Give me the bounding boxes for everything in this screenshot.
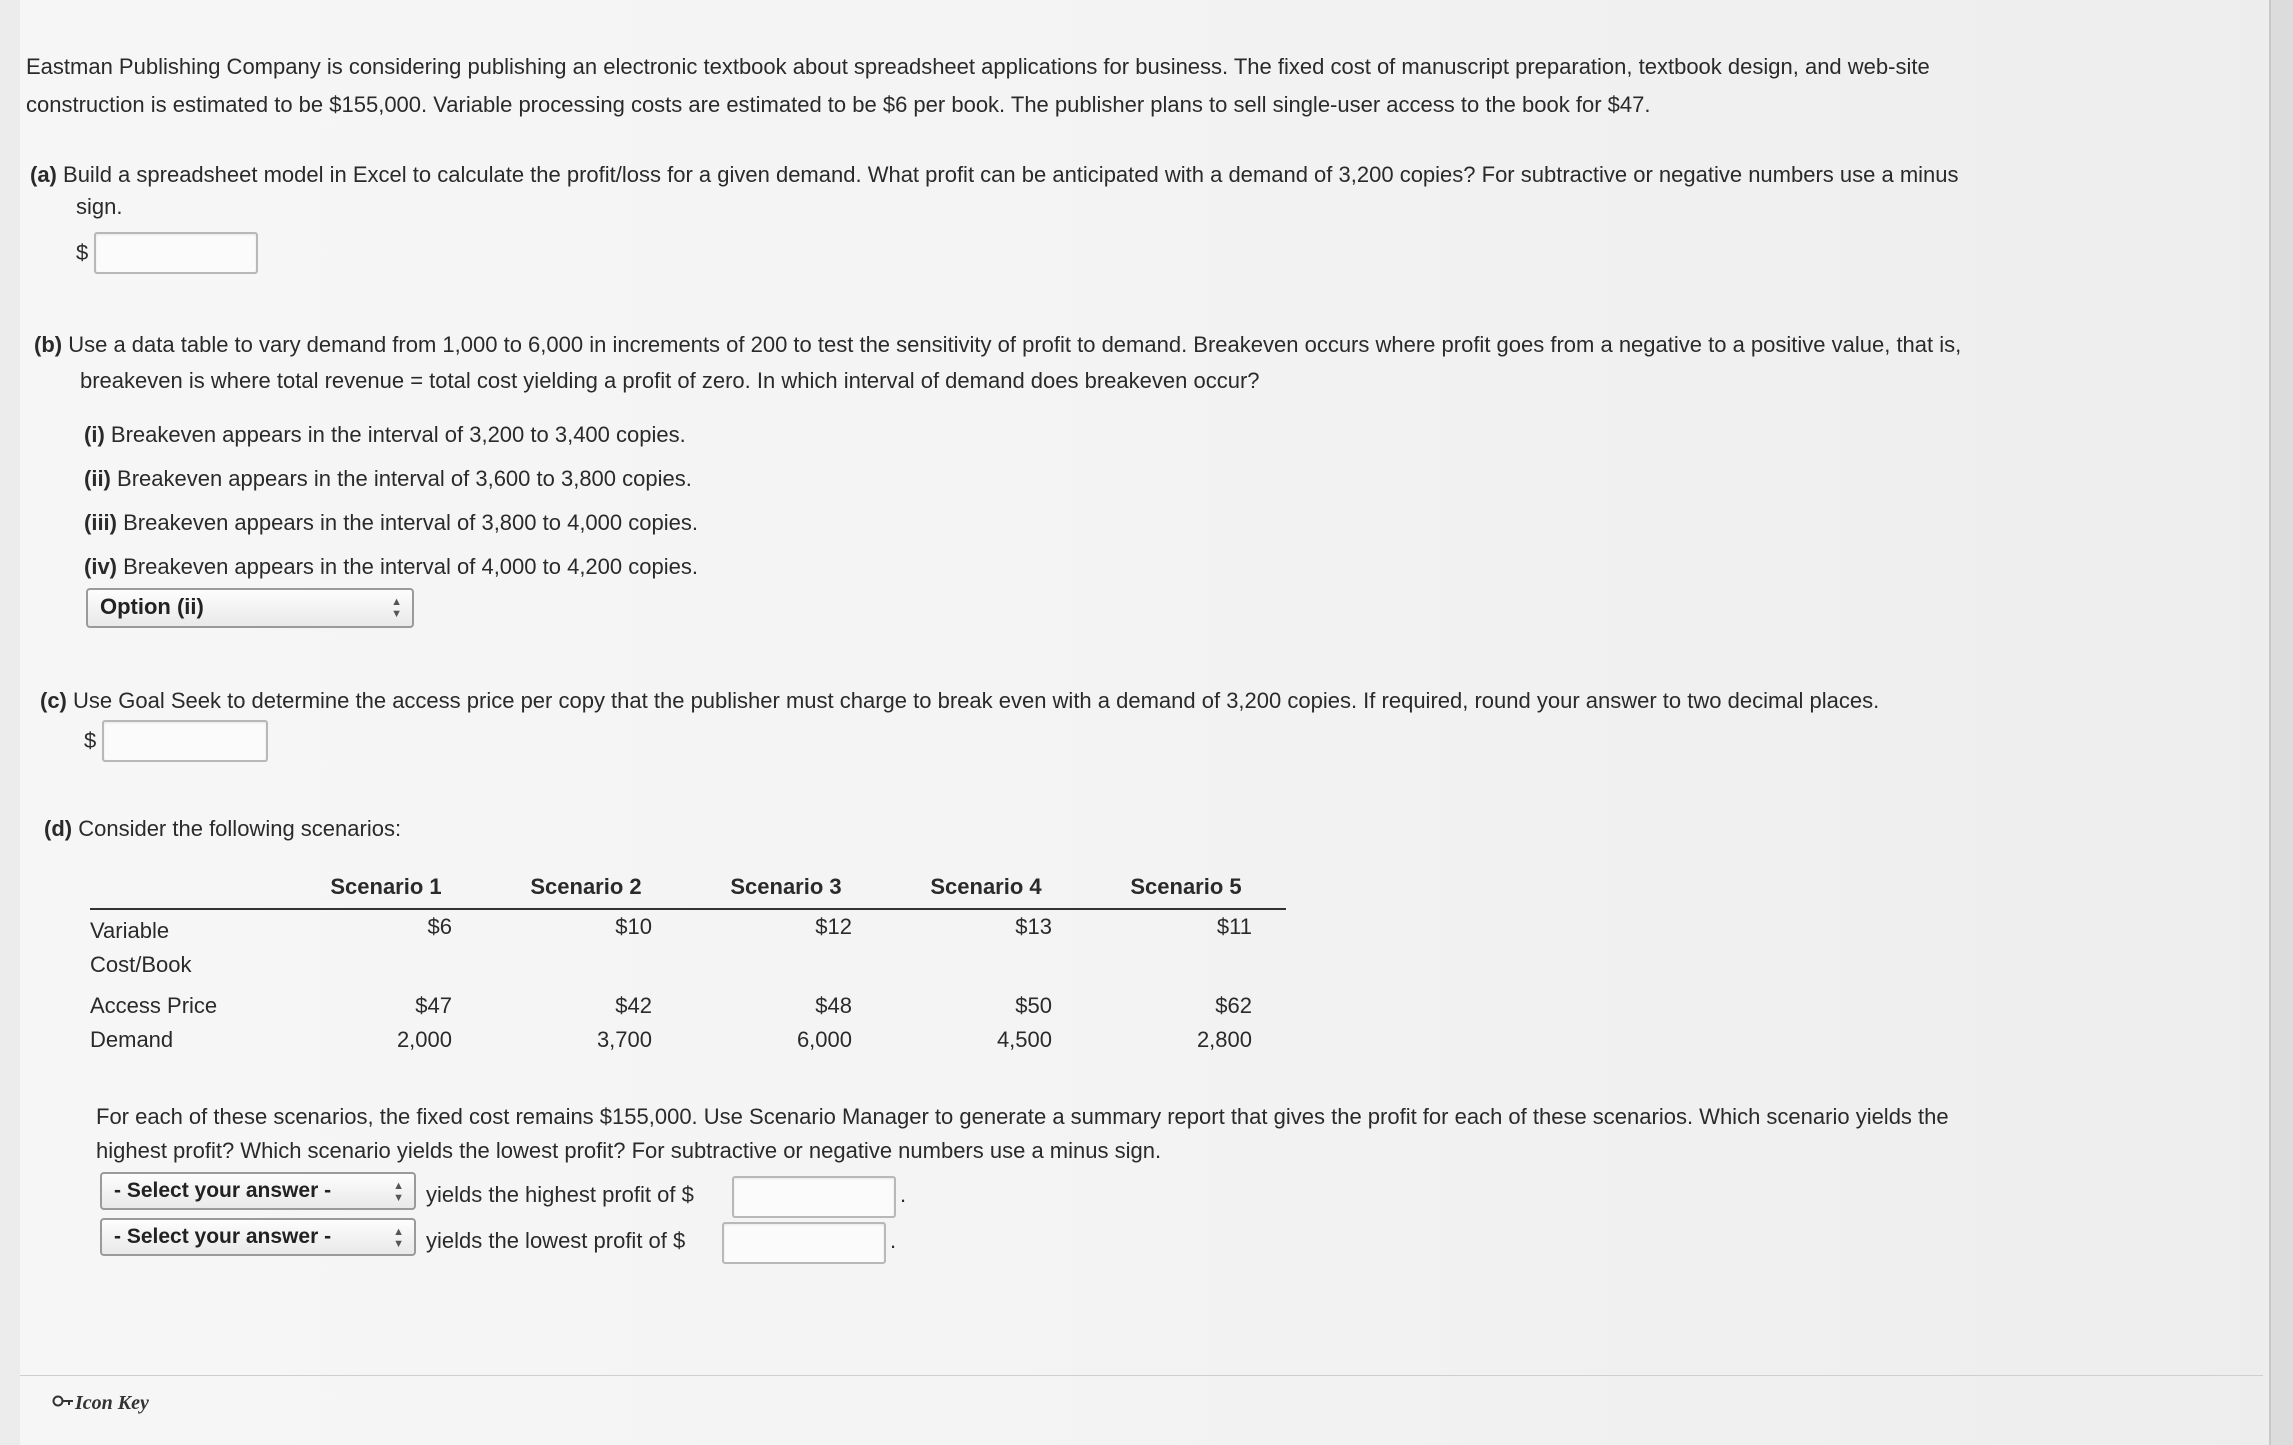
key-icon <box>52 1392 74 1415</box>
intro-line-2: construction is estimated to be $155,000. Variable processing costs are estimated to be $6 per book. The publisher plans to sell single-user access to the book for $47. <box>26 92 1651 117</box>
option-ii: (ii) Breakeven appears in the interval of 3,600 to 3,800 copies. <box>84 466 692 491</box>
part-a-text: Build a spreadsheet model in Excel to calculate the profit/loss for a given demand. What profit can be anticipated with a demand of 3,200 copies? For subtractive or negative numbers use a minus <box>63 162 1959 187</box>
option-iii: (iii) Breakeven appears in the interval of 3,800 to 4,000 copies. <box>84 510 698 535</box>
scenario-4-header: Scenario 4 <box>886 868 1086 909</box>
period: . <box>900 1182 907 1207</box>
scenario-1-header: Scenario 1 <box>286 868 486 909</box>
currency-sign: $ <box>76 240 89 265</box>
access-price-input-c[interactable] <box>102 720 268 762</box>
part-d-label: (d) <box>44 816 73 841</box>
part-a-question <box>30 158 1959 192</box>
assignment-page <box>20 0 2293 1445</box>
scenario-5-header: Scenario 5 <box>1086 868 1286 909</box>
scenario-2-header: Scenario 2 <box>486 868 686 909</box>
part-c-question <box>40 684 1879 718</box>
table-row: Demand 2,000 3,700 6,000 4,500 2,800 <box>90 1027 1252 1052</box>
part-b-text: Use a data table to vary demand from 1,000 to 6,000 in increments of 200 to test the sensitivity of profit to demand. Breakeven occurs where profit goes from a negative to a positive value, that is, <box>68 332 1962 357</box>
period: . <box>890 1228 897 1253</box>
lowest-scenario-select[interactable]: - Select your answer - ▲ ▼ <box>100 1218 416 1256</box>
part-b-text-2: breakeven is where total revenue = total cost yielding a profit of zero. In which interval of demand does breakeven occur? <box>80 368 1260 393</box>
lowest-profit-input[interactable] <box>722 1222 886 1264</box>
part-b-label: (b) <box>34 332 63 357</box>
currency-sign: $ <box>84 728 97 753</box>
updown-arrows-icon: ▲ ▼ <box>393 1180 404 1204</box>
part-c-text: Use Goal Seek to determine the access price per copy that the publisher must charge to break even with a demand of 3,200 copies. If required, round your answer to two decimal places. <box>73 688 1880 713</box>
highest-profit-label: yields the highest profit of $ <box>426 1182 694 1207</box>
scenarios-table <box>90 868 1286 1057</box>
option-i: (i) Breakeven appears in the interval of 3,200 to 3,400 copies. <box>84 422 686 447</box>
highest-scenario-select[interactable]: - Select your answer - ▲ ▼ <box>100 1172 416 1210</box>
option-iv: (iv) Breakeven appears in the interval of 4,000 to 4,200 copies. <box>84 554 698 579</box>
part-d-para-1: For each of these scenarios, the fixed cost remains $155,000. Use Scenario Manager to generate a summary report that gives the profit for each of these scenarios. Which scenario yields the <box>96 1104 1949 1129</box>
part-d-intro: (d) Consider the following scenarios: <box>44 816 402 841</box>
part-d-para-2: highest profit? Which scenario yields the lowest profit? For subtractive or negative numbers use a minus sign. <box>96 1138 1162 1163</box>
table-row: Access Price $47 $42 $48 $50 $62 <box>90 993 1252 1018</box>
part-a-label: (a) <box>30 162 57 187</box>
updown-arrows-icon: ▲ ▼ <box>393 1226 404 1250</box>
scenario-3-header: Scenario 3 <box>686 868 886 909</box>
highest-profit-input[interactable] <box>732 1176 896 1218</box>
table-header-row <box>90 868 1286 909</box>
table-row: Variable Cost/Book $6 $10 $12 $13 $11 <box>90 914 1252 977</box>
icon-key-link[interactable]: Icon Key <box>75 1392 149 1414</box>
profit-input-a[interactable] <box>94 232 258 274</box>
divider <box>20 1375 2263 1376</box>
breakeven-option-select[interactable]: Option (ii) ▲ ▼ <box>86 588 414 628</box>
scrollbar-edge <box>2269 0 2293 1445</box>
intro-line-1: Eastman Publishing Company is considering publishing an electronic textbook about spreadsheet applications for business. The fixed cost of manuscript preparation, textbook design, and web-site <box>26 54 1930 79</box>
part-b-question <box>34 328 1961 362</box>
part-c-label: (c) <box>40 688 67 713</box>
updown-arrows-icon: ▲ ▼ <box>391 596 402 620</box>
lowest-profit-label: yields the lowest profit of $ <box>426 1228 686 1253</box>
part-a-text-2: sign. <box>76 194 123 219</box>
